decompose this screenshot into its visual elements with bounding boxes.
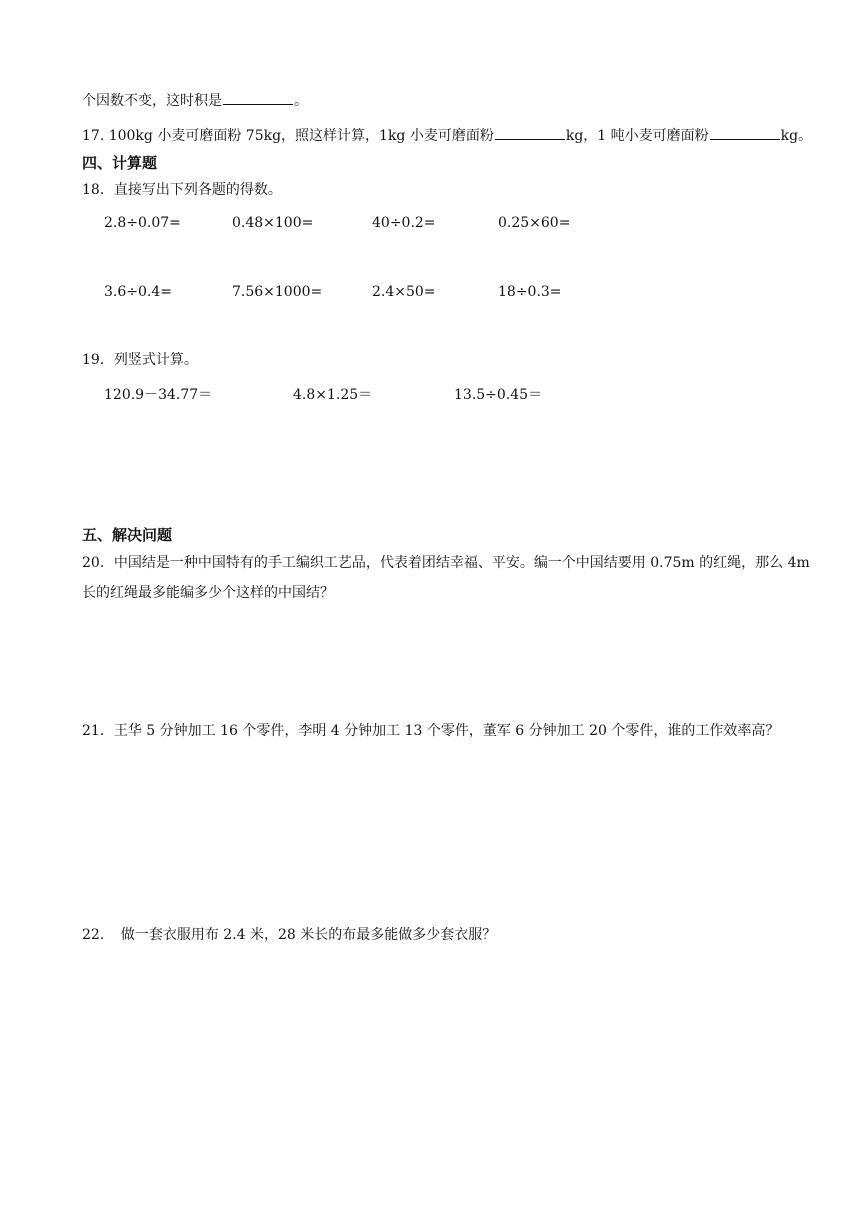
q22-text: 22． 做一套衣服用布 2.4 米，28 米长的布最多能做多少套衣服？ [82,927,497,943]
q17-part3: kg。 [780,128,813,144]
q18-prompt: 18．直接写出下列各题的得数。 [82,182,282,198]
q18-expr: 0.48×100= [232,215,314,231]
q18-expr: 18÷0.3= [498,284,562,300]
q19-expr: 13.5÷0.45＝ [454,387,543,403]
q16-tail-end: 。 [294,93,308,109]
q18-expr: 7.56×1000= [232,284,323,300]
q19-prompt: 19．列竖式计算。 [82,352,198,368]
q16-tail [82,90,308,111]
section-4-title: 四、计算题 [82,154,158,172]
q17-blank-1[interactable] [495,125,565,140]
q17-blank-2[interactable] [710,125,780,140]
q17-part1: 17. 100kg 小麦可磨面粉 75kg，照这样计算，1kg 小麦可磨面粉 [82,128,494,144]
q19-expr: 120.9－34.77＝ [104,387,213,403]
q18-expr: 2.8÷0.07= [104,215,181,231]
q17-part2: kg，1 吨小麦可磨面粉 [565,128,709,144]
q18-expr: 40÷0.2= [372,215,436,231]
q18-expr: 0.25×60= [498,215,571,231]
q18-expr: 2.4×50= [372,284,436,300]
q16-answer-blank[interactable] [223,90,293,105]
q20-text: 20．中国结是一种中国特有的手工编织工艺品，代表着团结幸福、平安。编一个中国结要用 0.75m 的红绳，那么 4m 长的红绳最多能编多少个这样的中国结？ [82,555,810,601]
section-5-title: 五、解决问题 [82,526,173,544]
q19-expr: 4.8×1.25＝ [293,387,373,403]
q21-text: 21．王华 5 分钟加工 16 个零件，李明 4 分钟加工 13 个零件，董军 6 分钟加工 20 个零件，谁的工作效率高？ [82,723,780,739]
q18-expr: 3.6÷0.4= [104,284,172,300]
q16-tail-text: 个因数不变，这时积是 [82,93,222,109]
q17 [82,125,812,146]
